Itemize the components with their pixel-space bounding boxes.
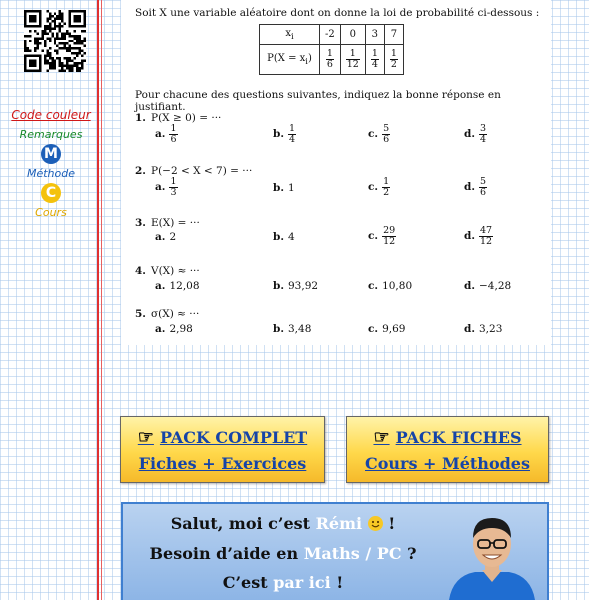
answer-label: b. bbox=[273, 323, 284, 335]
answer-option bbox=[273, 182, 295, 194]
fraction-den: 6 bbox=[383, 133, 390, 145]
header-p-label: P(X = x bbox=[267, 53, 306, 64]
fraction-den: 12 bbox=[383, 235, 396, 247]
answer-option bbox=[368, 323, 405, 335]
fraction-num: 1 bbox=[390, 48, 397, 60]
banner-line1 bbox=[123, 514, 443, 533]
fraction bbox=[479, 124, 487, 145]
exercise-sheet bbox=[121, 0, 551, 345]
question bbox=[135, 265, 200, 277]
pack-complet-subtitle: Fiches + Exercices bbox=[138, 454, 307, 473]
fraction-num: 1 bbox=[170, 123, 177, 134]
fraction-den: 6 bbox=[170, 133, 177, 145]
color-code-legend bbox=[10, 108, 92, 219]
answer-option bbox=[464, 124, 487, 145]
banner-line3 bbox=[123, 573, 443, 592]
question-number: 4. bbox=[135, 265, 146, 277]
fraction bbox=[326, 49, 334, 70]
fraction bbox=[382, 124, 390, 145]
fraction bbox=[346, 49, 360, 70]
header-x-label: x bbox=[285, 28, 291, 39]
fraction-num: 1 bbox=[346, 49, 360, 60]
fraction bbox=[382, 177, 390, 198]
answer-label: c. bbox=[368, 230, 379, 243]
legend-remarques: Remarques bbox=[19, 128, 83, 141]
answer-option bbox=[273, 323, 311, 335]
table-cell-value: -2 bbox=[320, 25, 341, 45]
pointing-hand-icon: ☞ bbox=[137, 427, 154, 448]
answer-value: −4,28 bbox=[479, 280, 512, 292]
answer-label: d. bbox=[464, 230, 475, 243]
fraction-den: 6 bbox=[326, 59, 333, 70]
cours-c-icon: C bbox=[41, 183, 61, 203]
question bbox=[135, 217, 200, 229]
answer-label: a. bbox=[155, 280, 166, 292]
fraction-num: 3 bbox=[480, 123, 487, 134]
answer-label: b. bbox=[273, 128, 284, 141]
answer-option bbox=[155, 124, 178, 145]
banner-text: Salut, moi c’est bbox=[170, 514, 316, 533]
answer-label: b. bbox=[273, 182, 284, 194]
fraction-den: 2 bbox=[383, 186, 390, 198]
question-text: σ(X) ≈ ··· bbox=[151, 308, 200, 320]
answer-option bbox=[273, 280, 318, 292]
fraction-den: 4 bbox=[289, 133, 296, 145]
answer-option bbox=[368, 177, 390, 198]
table-cell-value: 0 bbox=[340, 25, 365, 45]
fraction bbox=[169, 177, 177, 198]
question-number: 1. bbox=[135, 112, 146, 124]
answer-label: b. bbox=[273, 231, 284, 243]
banner-text: C’est bbox=[222, 573, 274, 592]
table-cell-prob bbox=[320, 45, 341, 75]
banner-text: Besoin d’aide en bbox=[149, 544, 304, 563]
answer-value: 9,69 bbox=[382, 323, 406, 335]
answer-value: 10,80 bbox=[382, 280, 413, 292]
answer-value: 4 bbox=[288, 231, 295, 243]
question-number: 3. bbox=[135, 217, 146, 229]
answer-label: d. bbox=[464, 323, 475, 335]
question bbox=[135, 165, 252, 177]
answer-label: a. bbox=[155, 128, 166, 141]
answer-option bbox=[273, 124, 296, 145]
margin-line-secondary bbox=[101, 0, 102, 600]
answer-value: 12,08 bbox=[169, 280, 200, 292]
answer-value: 2,98 bbox=[169, 323, 193, 335]
fraction-num: 5 bbox=[480, 176, 487, 187]
answer-option bbox=[155, 280, 200, 292]
answer-option bbox=[155, 231, 176, 243]
question-text: P(X ≥ 0) = ··· bbox=[151, 112, 222, 124]
banner-line2 bbox=[123, 544, 443, 563]
pack-complet-button[interactable] bbox=[120, 416, 325, 483]
answer-label: c. bbox=[368, 323, 379, 335]
question-text: V(X) ≈ ··· bbox=[151, 265, 200, 277]
answer-value: 3,48 bbox=[288, 323, 312, 335]
fraction bbox=[479, 177, 487, 198]
fraction-den: 2 bbox=[390, 59, 397, 70]
methode-m-icon: M bbox=[41, 144, 61, 164]
question-number: 5. bbox=[135, 308, 146, 320]
header-p-end: ) bbox=[307, 53, 312, 64]
answer-option bbox=[464, 177, 487, 198]
exercise-intro: Soit X une variable aléatoire dont on donne la loi de probabilité ci-dessous : bbox=[135, 7, 540, 19]
question-text: E(X) = ··· bbox=[151, 217, 200, 229]
answer-label: b. bbox=[273, 280, 284, 292]
pointing-hand-icon: ☞ bbox=[373, 427, 390, 448]
table-cell-prob bbox=[384, 45, 403, 75]
answer-option bbox=[155, 177, 178, 198]
question-number: 2. bbox=[135, 165, 146, 177]
fraction-den: 6 bbox=[480, 186, 487, 198]
table-cell-value: 3 bbox=[365, 25, 384, 45]
exercise-instruction: Pour chacune des questions suivantes, indiquez la bonne réponse en justifiant. bbox=[135, 89, 501, 113]
banner-subjects: Maths / PC bbox=[303, 544, 402, 563]
pack-line1 bbox=[121, 427, 324, 448]
fraction-den: 12 bbox=[346, 59, 359, 70]
fraction-num: 1 bbox=[170, 176, 177, 187]
fraction-den: 3 bbox=[170, 186, 177, 198]
pack-line1 bbox=[347, 427, 548, 448]
table-cell-value: 7 bbox=[384, 25, 403, 45]
answer-label: c. bbox=[368, 280, 379, 292]
answer-option bbox=[464, 280, 511, 292]
answer-option bbox=[368, 124, 390, 145]
fraction bbox=[371, 49, 379, 70]
fraction bbox=[169, 124, 177, 145]
table-header-p bbox=[260, 45, 320, 75]
answer-label: a. bbox=[155, 231, 166, 243]
pack-fiches-button[interactable] bbox=[346, 416, 549, 483]
answer-label: a. bbox=[155, 181, 166, 194]
answer-value: 93,92 bbox=[288, 280, 319, 292]
fraction bbox=[382, 226, 396, 247]
fraction-num: 5 bbox=[383, 123, 390, 134]
pack-fiches-subtitle: Cours + Méthodes bbox=[365, 454, 530, 473]
answer-value: 1 bbox=[288, 182, 295, 194]
fraction bbox=[288, 124, 296, 145]
answer-option bbox=[155, 323, 193, 335]
avatar bbox=[445, 510, 539, 600]
header-x-sub: i bbox=[290, 31, 294, 41]
answer-option bbox=[368, 280, 412, 292]
legend-cours: Cours bbox=[35, 206, 67, 219]
fraction-num: 47 bbox=[480, 225, 493, 236]
fraction-num: 1 bbox=[383, 176, 390, 187]
header-p-sub: i bbox=[305, 56, 308, 66]
qr-code-icon[interactable] bbox=[24, 10, 86, 72]
answer-option bbox=[368, 226, 396, 247]
answer-label: d. bbox=[464, 128, 475, 141]
answer-option bbox=[464, 323, 502, 335]
answer-option bbox=[464, 226, 493, 247]
fraction-num: 1 bbox=[289, 123, 296, 134]
table-header-x bbox=[260, 25, 320, 45]
banner-text: ! bbox=[382, 514, 396, 533]
pack-fiches-title: PACK FICHES bbox=[395, 428, 522, 447]
fraction-den: 4 bbox=[480, 133, 487, 145]
pack-complet-title: PACK COMPLET bbox=[159, 428, 308, 447]
fraction-num: 1 bbox=[326, 48, 333, 60]
banner-link[interactable]: par ici bbox=[273, 573, 331, 592]
answer-label: c. bbox=[368, 128, 379, 141]
banner-text: ? bbox=[401, 544, 417, 563]
question bbox=[135, 308, 199, 320]
fraction bbox=[479, 226, 493, 247]
answer-value: 3,23 bbox=[479, 323, 503, 335]
fraction-num: 29 bbox=[383, 225, 396, 236]
answer-label: d. bbox=[464, 181, 475, 194]
answer-label: a. bbox=[155, 323, 166, 335]
smiley-icon bbox=[368, 516, 383, 531]
answer-label: c. bbox=[368, 181, 379, 194]
fraction-num: 1 bbox=[371, 48, 378, 60]
legend-methode: Méthode bbox=[26, 167, 76, 180]
banner-text: ! bbox=[330, 573, 344, 592]
fraction-den: 4 bbox=[371, 59, 378, 70]
answer-option bbox=[273, 231, 295, 243]
question bbox=[135, 112, 221, 124]
banner-name: Rémi bbox=[315, 514, 363, 533]
answer-label: d. bbox=[464, 280, 475, 292]
table-cell-prob bbox=[365, 45, 384, 75]
legend-title: Code couleur bbox=[11, 108, 91, 122]
answer-value: 2 bbox=[169, 231, 177, 243]
fraction-den: 12 bbox=[480, 235, 493, 247]
fraction bbox=[390, 49, 398, 70]
help-banner[interactable] bbox=[121, 502, 549, 600]
table-cell-prob bbox=[340, 45, 365, 75]
probability-table bbox=[259, 24, 404, 75]
margin-line bbox=[97, 0, 99, 600]
question-text: P(−2 < X < 7) = ··· bbox=[151, 165, 253, 177]
